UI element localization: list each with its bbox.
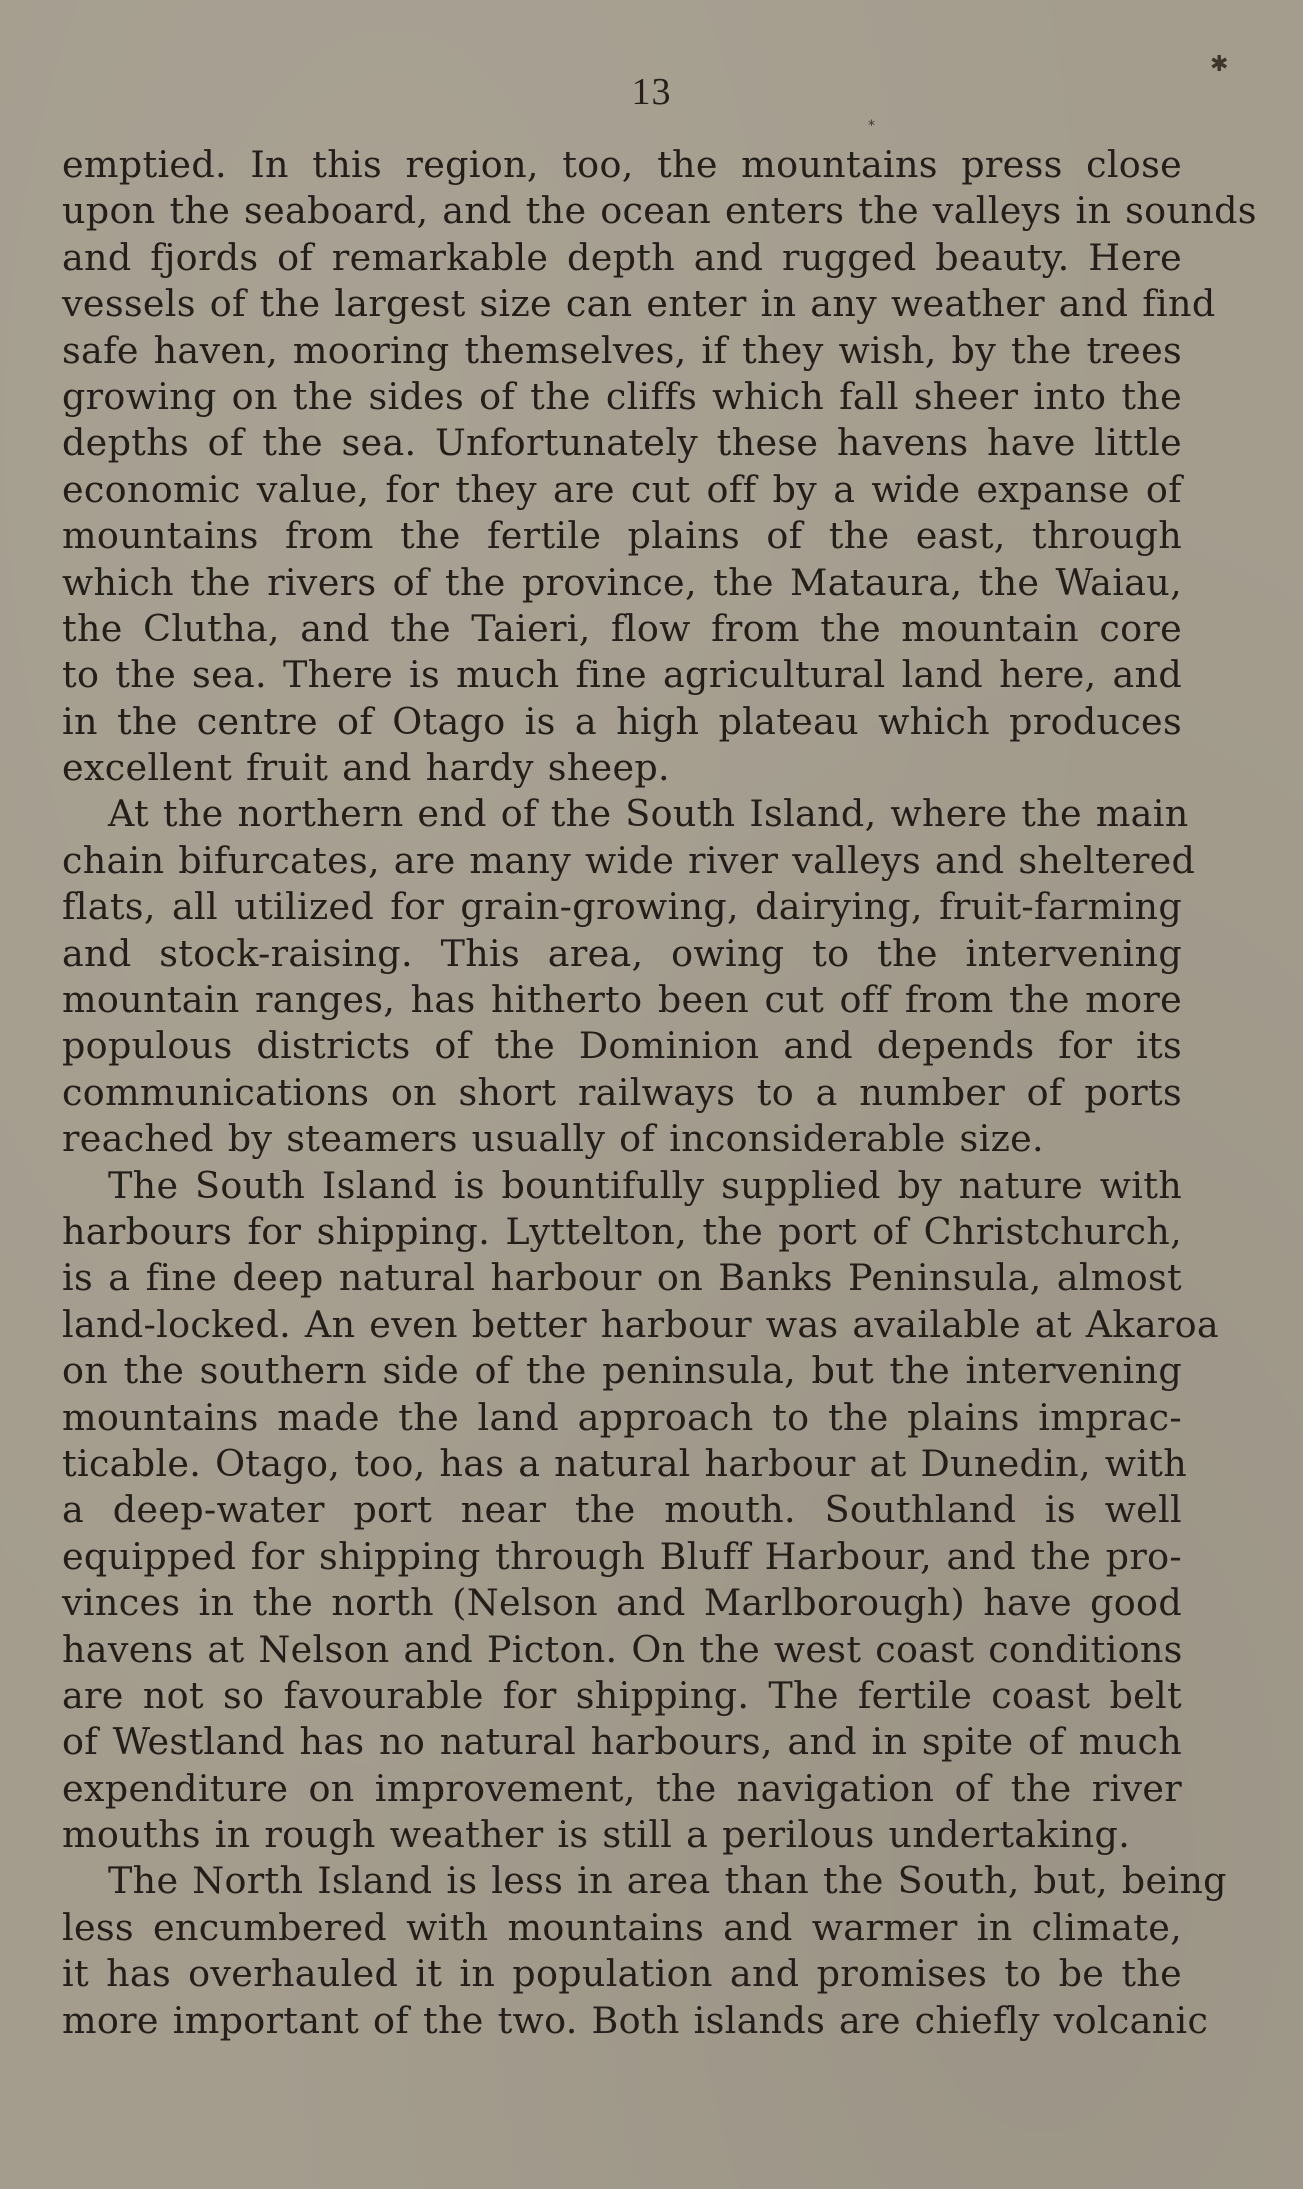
text-line: and fjords of remarkable depth and rugged beauty. Here bbox=[62, 235, 1182, 279]
text-line: it has overhauled it in population and promises to be the bbox=[62, 1952, 1182, 1996]
text-line: in the centre of Otago is a high plateau which produces bbox=[62, 699, 1182, 743]
paragraph bbox=[62, 1858, 1227, 2044]
text-line: to the sea. There is much fine agricultural land here, and bbox=[62, 653, 1182, 697]
text-line: a deep-water port near the mouth. Southland is well bbox=[62, 1488, 1182, 1532]
text-line: reached by steamers usually of inconsiderable size. bbox=[62, 1117, 1044, 1161]
text-line: chain bifurcates, are many wide river valleys and sheltered bbox=[62, 838, 1196, 882]
page-number: 13 bbox=[631, 71, 672, 113]
text-line: populous districts of the Dominion and depends for its bbox=[62, 1024, 1182, 1068]
text-line: less encumbered with mountains and warmer in climate, bbox=[62, 1905, 1182, 1949]
text-line: At the northern end of the South Island, where the main bbox=[108, 792, 1189, 836]
text-line: the Clutha, and the Taieri, flow from the mountain core bbox=[62, 606, 1182, 650]
text-line: communications on short railways to a number of ports bbox=[62, 1070, 1182, 1114]
text-line: mountain ranges, has hitherto been cut off from the more bbox=[62, 978, 1182, 1022]
body-text bbox=[62, 142, 1257, 2044]
margin-speck: ✱ bbox=[1210, 52, 1229, 77]
text-line: economic value, for they are cut off by a wide expanse of bbox=[62, 467, 1182, 511]
text-line: excellent fruit and hardy sheep. bbox=[62, 746, 670, 790]
text-line: emptied. In this region, too, the mountains press close bbox=[62, 143, 1182, 186]
text-line: The South Island is bountifully supplied by nature with bbox=[108, 1163, 1182, 1207]
text-line: is a fine deep natural harbour on Banks Peninsula, almost bbox=[62, 1256, 1182, 1300]
text-line: havens at Nelson and Picton. On the west coast conditions bbox=[62, 1627, 1183, 1671]
text-line: safe haven, mooring themselves, if they wish, by the trees bbox=[62, 328, 1182, 372]
text-line: The North Island is less in area than the South, but, being bbox=[108, 1859, 1227, 1903]
text-line: vinces in the north (Nelson and Marlborough) have good bbox=[62, 1581, 1182, 1625]
text-line: harbours for shipping. Lyttelton, the port of Christchurch, bbox=[62, 1209, 1182, 1253]
paragraph bbox=[62, 1163, 1219, 1859]
text-line: on the southern side of the peninsula, but the intervening bbox=[62, 1349, 1182, 1393]
text-line: of Westland has no natural harbours, and in spite of much bbox=[62, 1720, 1182, 1764]
text-line: which the rivers of the province, the Mataura, the Waiau, bbox=[62, 560, 1182, 604]
text-line: and stock-raising. This area, owing to the intervening bbox=[62, 931, 1182, 975]
text-line: expenditure on improvement, the navigation of the river bbox=[62, 1766, 1182, 1810]
text-line: upon the seaboard, and the ocean enters the valleys in sounds bbox=[62, 189, 1257, 233]
text-line: are not so favourable for shipping. The fertile coast belt bbox=[62, 1673, 1182, 1717]
paragraph bbox=[62, 142, 1257, 791]
text-line: vessels of the largest size can enter in any weather and find bbox=[62, 282, 1216, 326]
text-line: flats, all utilized for grain-growing, dairying, fruit-farming bbox=[62, 885, 1182, 929]
margin-speck: * bbox=[868, 118, 875, 134]
text-line: equipped for shipping through Bluff Harbour, and the pro- bbox=[62, 1534, 1182, 1578]
text-line: ticable. Otago, too, has a natural harbour at Dunedin, with bbox=[62, 1441, 1188, 1485]
paragraph bbox=[62, 791, 1196, 1162]
text-line: growing on the sides of the cliffs which fall sheer into the bbox=[62, 374, 1182, 418]
text-line: mountains made the land approach to the plains imprac- bbox=[62, 1395, 1182, 1439]
text-line: land-locked. An even better harbour was available at Akaroa bbox=[62, 1302, 1219, 1346]
text-line: mountains from the fertile plains of the east, through bbox=[62, 514, 1182, 558]
text-line: depths of the sea. Unfortunately these havens have little bbox=[62, 421, 1182, 465]
text-line: more important of the two. Both islands are chiefly volcanic bbox=[62, 1998, 1209, 2042]
text-line: mouths in rough weather is still a perilous undertaking. bbox=[62, 1813, 1131, 1857]
